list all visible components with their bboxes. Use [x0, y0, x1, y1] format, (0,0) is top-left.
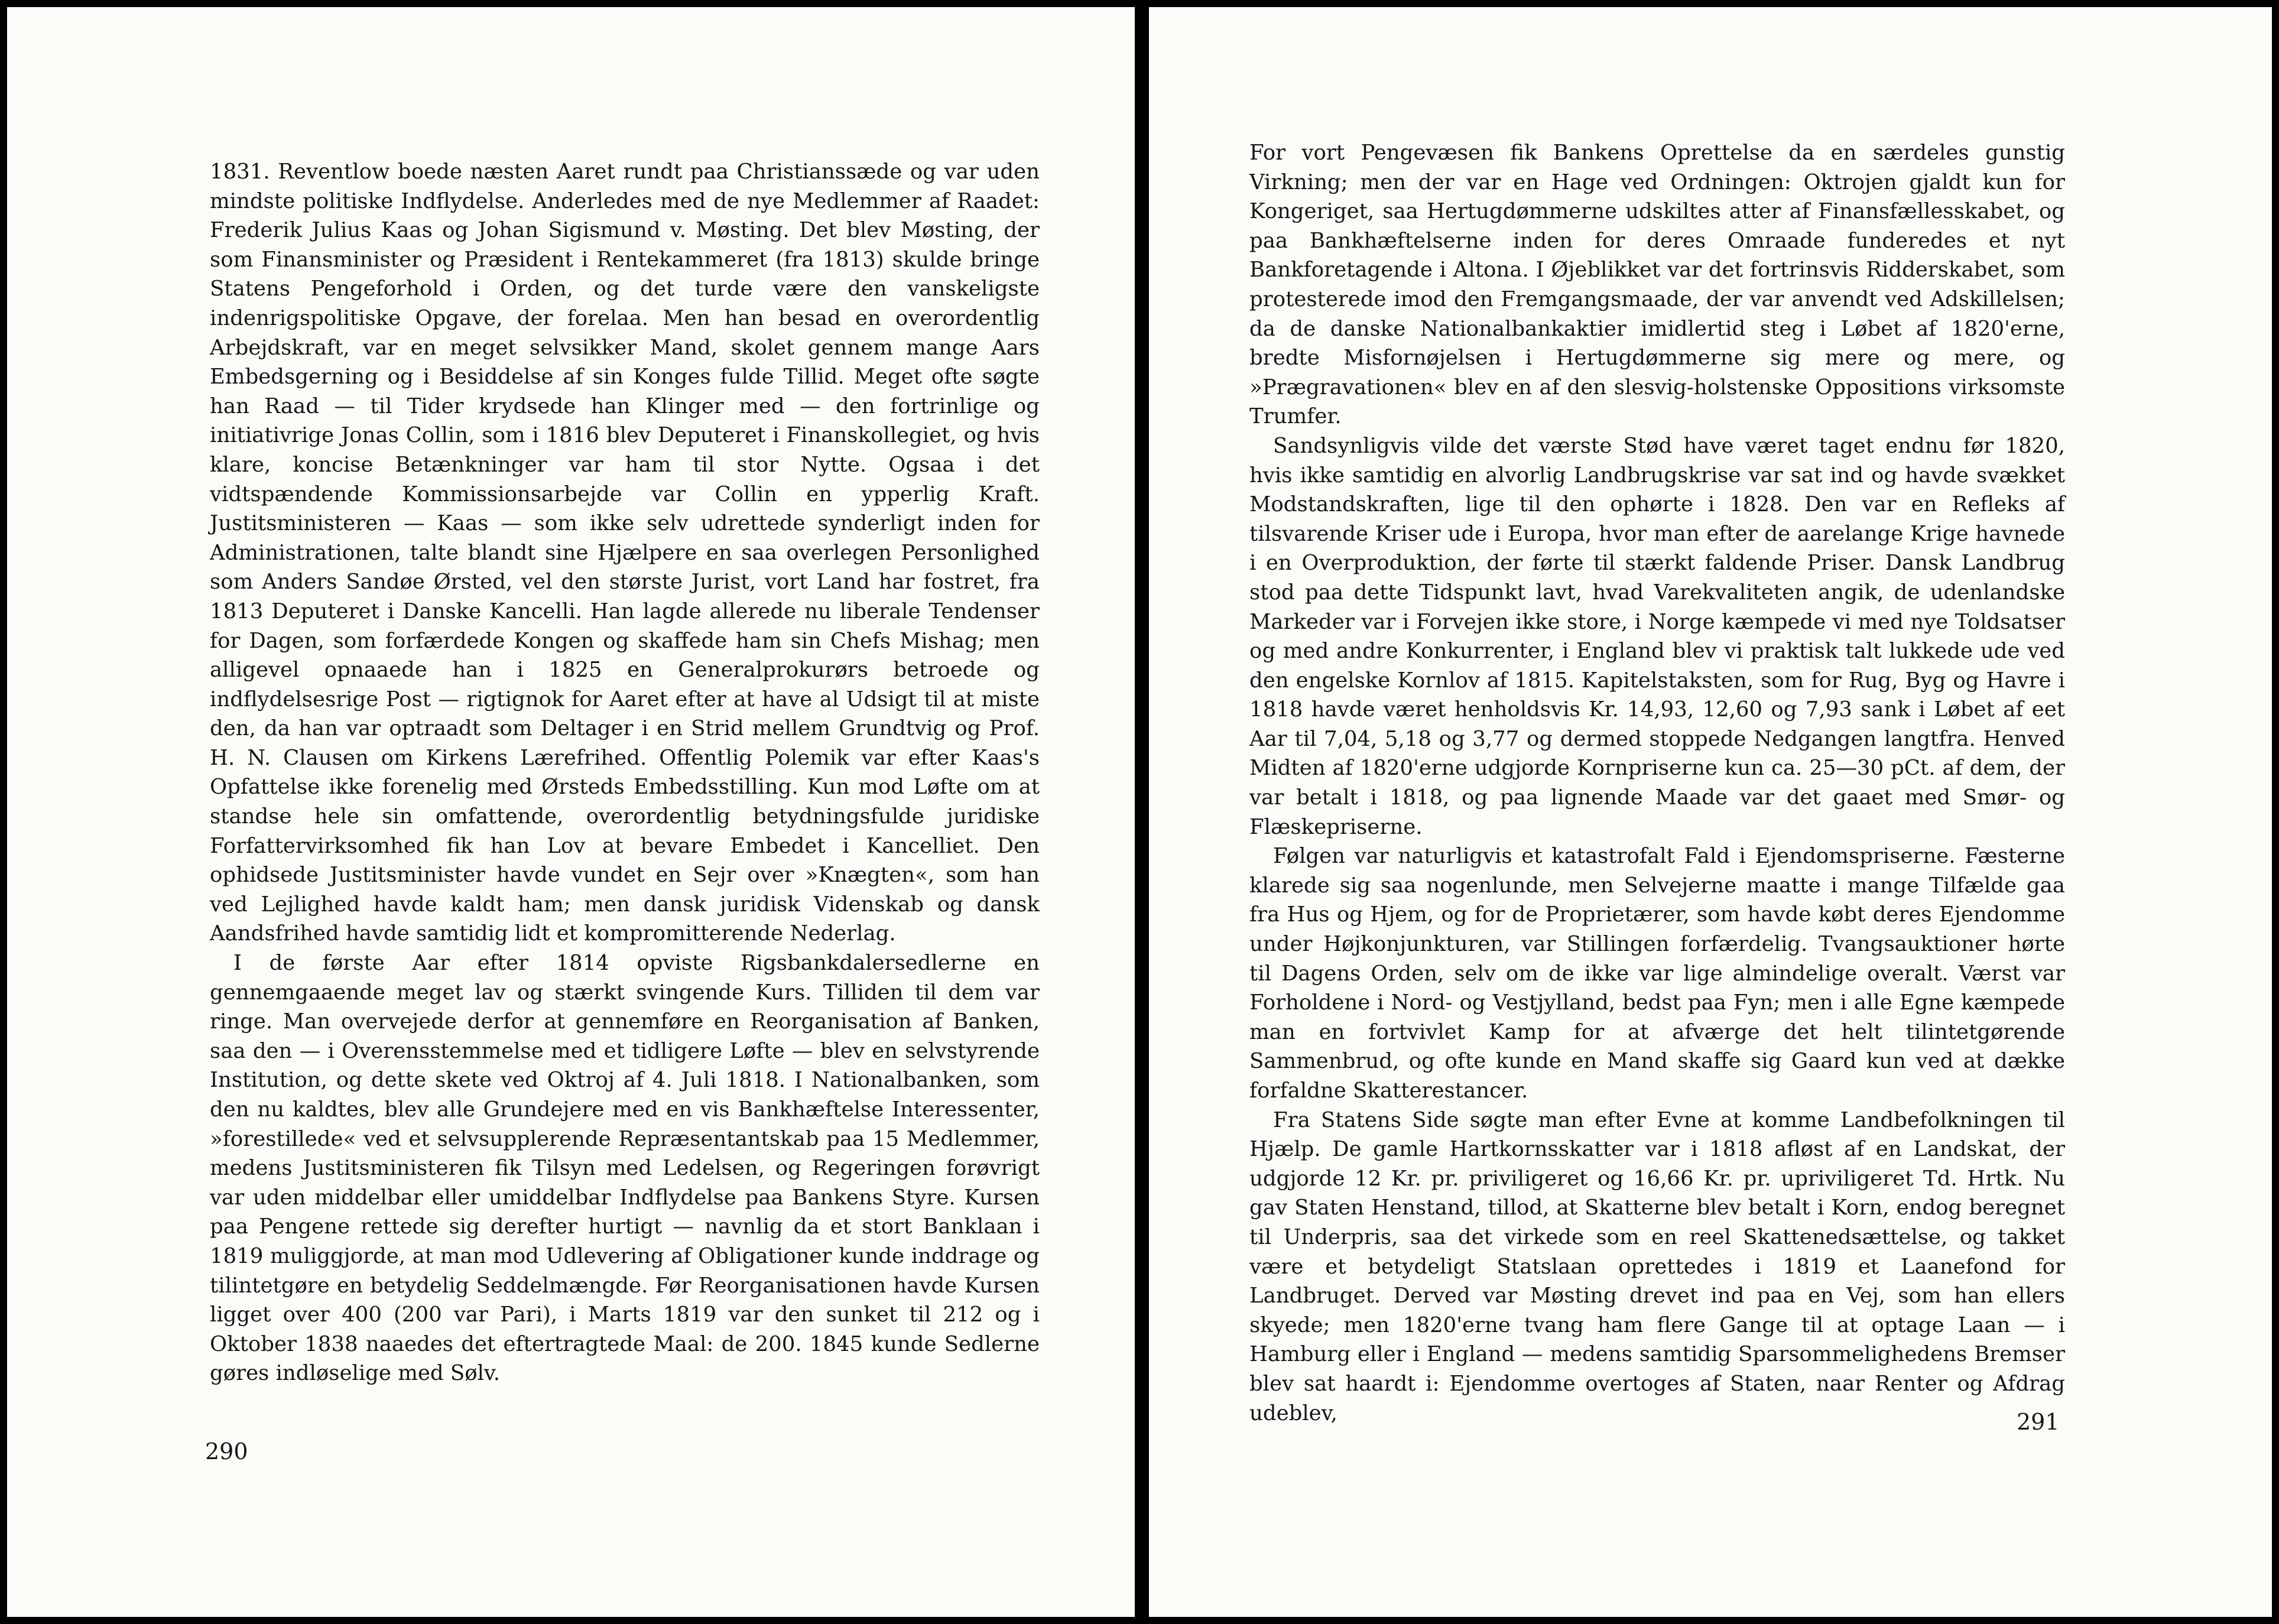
right-page-text: [1249, 138, 2065, 1428]
paragraph: 1831. Reventlow boede næsten Aaret rundt paa Christianssæde og var uden mindste politiske Indflydelse. Anderledes med de nye Medlemmer af Raadet: Frederik Julius Kaas og Johan Sigismund v. Møsting. Det blev Møsting, der som Finansminister og Præsident i Rentekammeret (fra 1813) skulde bringe Statens Pengeforhold i Orden, og det turde være den vanskeligste indenrigspolitiske Opgave, der forelaa. Men han besad en overordentlig Arbejdskraft, var en meget selvsikker Mand, skolet gennem mange Aars Embedsgerning og i Besiddelse af sin Konges fulde Tillid. Meget ofte søgte han Raad — til Tider krydsede han Klinger med — den fortrinlige og initiativrige Jonas Collin, som i 1816 blev Deputeret i Finanskollegiet, og hvis klare, koncise Betænkninger var ham til stor Nytte. Ogsaa i det vidtspændende Kommissionsarbejde var Collin en ypperlig Kraft. Justitsministeren — Kaas — som ikke selv udrettede synderligt inden for Administrationen, talte blandt sine Hjælpere en saa overlegen Personlighed som Anders Sandøe Ørsted, vel den største Jurist, vort Land har fostret, fra 1813 Deputeret i Danske Kancelli. Han lagde allerede nu liberale Tendenser for Dagen, som forfærdede Kongen og skaffede ham sin Chefs Mishag; men alligevel opnaaede han i 1825 en Generalprokurørs betroede og indflydelsesrige Post — rigtignok for Aaret efter at have al Udsigt til at miste den, da han var optraadt som Deltager i en Strid mellem Grundtvig og Prof. H. N. Clausen om Kirkens Lærefrihed. Offentlig Polemik var efter Kaas's Opfattelse ikke forenelig med Ørsteds Embedsstilling. Kun mod Løfte om at standse hele sin omfattende, overordentlig betydningsfulde juridiske Forfattervirksomhed fik han Lov at bevare Embedet i Kancelliet. Den ophidsede Justitsminister havde vundet en Sejr over »Knægten«, som han ved Lejlighed havde kaldt ham; men dansk juridisk Videnskab og dansk Aandsfrihed havde samtidig lidt et kompromitterende Nederlag.: [210, 160, 1040, 946]
paragraph: I de første Aar efter 1814 opviste Rigsbankdalersedlerne en gennemgaaende meget lav og stærkt svingende Kurs. Tilliden til dem var ringe. Man overvejede derfor at gennemføre en Reorganisation af Banken, saa den — i Overensstemmelse med et tidligere Løfte — blev en selvstyrende Institution, og dette skete ved Oktroj af 4. Juli 1818. I Nationalbanken, som den nu kaldtes, blev alle Grundejere med en vis Bankhæftelse Interessenter, »forestillede« ved et selvsupplerende Repræsentantskab paa 15 Medlemmer, medens Justitsministeren fik Tilsyn med Ledelsen, og Regeringen forøvrigt var uden middelbar eller umiddelbar Indflydelse paa Bankens Styre. Kursen paa Pengene rettede sig derefter hurtigt — navnlig da et stort Banklaan i 1819 muliggjorde, at man mod Udlevering af Obligationer kunde inddrage og tilintetgøre en betydelig Seddelmængde. Før Reorganisationen havde Kursen ligget over 400 (200 var Pari), i Marts 1819 var den sunket til 212 og i Oktober 1838 naaedes det eftertragtede Maal: de 200. 1845 kunde Sedlerne gøres indløselige med Sølv.: [210, 951, 1040, 1386]
left-page-text: [210, 157, 1040, 1388]
paragraph: Følgen var naturligvis et katastrofalt Fald i Ejendomspriserne. Fæsterne klarede sig saa nogenlunde, men Selvejerne maatte i mange Tilfælde gaa fra Hus og Hjem, og for de Proprietærer, som havde købt deres Ejendomme under Højkonjunkturen, var Stillingen forfærdelig. Tvangsauktioner hørte til Dagens Orden, selv om de ikke var lige almindelige overalt. Værst var Forholdene i Nord- og Vestjylland, bedst paa Fyn; men i alle Egne kæmpede man en fortvivlet Kamp for at afværge det helt tilintetgørende Sammenbrud, og ofte kunde en Mand skaffe sig Gaard kun ved at dække forfaldne Skatterestancer.: [1249, 844, 2065, 1103]
paragraph: For vort Pengevæsen fik Bankens Oprettelse da en særdeles gunstig Virkning; men der var en Hage ved Ordningen: Oktrojen gjaldt kun for Kongeriget, saa Hertugdømmerne udskiltes atter af Finansfællesskabet, og paa Bankhæftelserne inden for deres Omraade funderedes et nyt Bankforetagende i Altona. I Øjeblikket var det fortrinsvis Ridderskabet, som protesterede imod den Fremgangsmaade, der var anvendt ved Adskillelsen; da de danske Nationalbankaktier imidlertid steg i Løbet af 1820'erne, bredte Misfornøjelsen i Hertugdømmerne sig mere og mere, og »Prægravationen« blev en af den slesvig-holstenske Oppositions virksomste Trumfer.: [1249, 141, 2065, 429]
right-page: [1149, 7, 2272, 1617]
page-number: 290: [205, 1438, 248, 1464]
paragraph: Sandsynligvis vilde det værste Stød have været taget endnu før 1820, hvis ikke samtidig en alvorlig Landbrugskrise var sat ind og havde svækket Modstandskraften, lige til den ophørte i 1828. Den var en Refleks af tilsvarende Kriser ude i Europa, hvor man efter de aarelange Krige havnede i en Overproduktion, der førte til stærkt faldende Priser. Dansk Landbrug stod paa dette Tidspunkt lavt, hvad Varekvaliteten angik, de udenlandske Markeder var i Forvejen ikke store, i Norge kæmpede vi med nye Toldsatser og med andre Konkurrenter, i England blev vi praktisk talt lukkede ude ved den engelske Kornlov af 1815. Kapitelstaksten, som for Rug, Byg og Havre i 1818 havde været henholdsvis Kr. 14,93, 12,60 og 7,93 sank i Løbet af eet Aar til 7,04, 5,18 og 3,77 og dermed stoppede Nedgangen langtfra. Henved Midten af 1820'erne udgjorde Kornpriserne kun ca. 25—30 pCt. af dem, der var betalt i 1818, og paa lignende Maade var det gaaet med Smør- og Flæskepriserne.: [1249, 433, 2065, 839]
left-page: [7, 7, 1135, 1617]
page-number: 291: [2017, 1409, 2060, 1435]
paragraph: Fra Statens Side søgte man efter Evne at komme Landbefolkningen til Hjælp. De gamle Hartkornsskatter var i 1818 afløst af en Landskat, der udgjorde 12 Kr. pr. priviligeret og 16,66 Kr. pr. upriviligeret Td. Hrtk. Nu gav Staten Henstand, tillod, at Skatterne blev betalt i Korn, endog beregnet til Underpris, saa det virkede som en reel Skattenedsættelse, og takket være et betydeligt Statslaan oprettedes i 1819 et Laanefond for Landbruget. Derved var Møsting drevet ind paa en Vej, som han ellers skyede; men 1820'erne tvang ham flere Gange til at optage Laan — i Hamburg eller i England — medens samtidig Sparsommelighedens Bremser blev sat haardt i: Ejendomme overtoges af Staten, naar Renter og Afdrag udeblev,: [1249, 1107, 2065, 1425]
